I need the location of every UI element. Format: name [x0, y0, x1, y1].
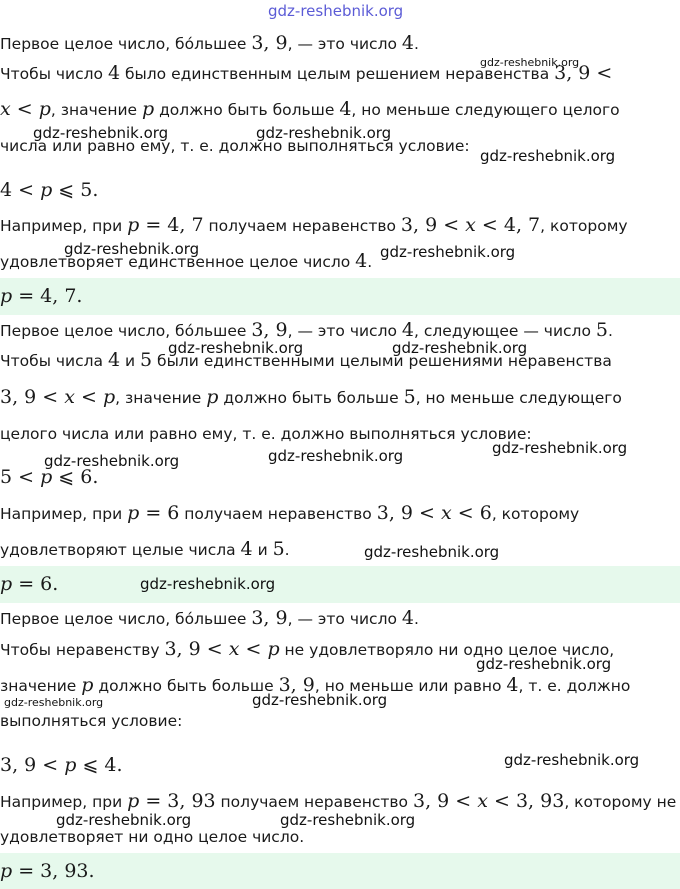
watermark: gdz-reshebnik.org — [33, 124, 169, 142]
s2-line-3: 3, 9 < x < p, значение p должно быть больше 5, но меньше следующего — [0, 386, 622, 408]
watermark: gdz-reshebnik.org — [392, 339, 528, 357]
watermark: gdz-reshebnik.org — [492, 439, 628, 457]
watermark: gdz-reshebnik.org — [256, 124, 392, 142]
s2-line-2: Чтобы числа 4 и 5 были единственными целыми решениями неравенства — [0, 349, 612, 371]
s1-condition: 4 < p ⩽ 5. — [0, 179, 99, 201]
s1-line-4: числа или равно ему, т. е. должно выполняться условие: — [0, 137, 470, 155]
s3-condition: 3, 9 < p ⩽ 4. — [0, 754, 123, 776]
watermark: gdz-reshebnik.org — [252, 691, 388, 709]
s3-answer-box — [0, 853, 680, 889]
watermark: gdz-reshebnik.org — [56, 811, 192, 829]
watermark: gdz-reshebnik.org — [476, 655, 612, 673]
s1-line-2: Чтобы число 4 было единственным целым решением неравенства 3, 9 < — [0, 62, 613, 84]
s1-line-6: удовлетворяет единственное целое число 4. — [0, 250, 373, 272]
watermark: gdz-reshebnik.org — [168, 339, 304, 357]
s1-answer-box — [0, 278, 680, 315]
s2-answer: p = 6. — [0, 573, 59, 595]
s2-line-6: удовлетворяют целые числа 4 и 5. — [0, 538, 290, 560]
watermark: gdz-reshebnik.org — [364, 543, 500, 561]
watermark: gdz-reshebnik.org — [4, 696, 104, 709]
s2-line-4: целого числа или равно ему, т. е. должно выполняться условие: — [0, 425, 532, 443]
s1-line-3: x < p, значение p должно быть больше 4, но меньше следующего целого — [0, 98, 620, 120]
s2-condition: 5 < p ⩽ 6. — [0, 466, 99, 488]
s3-line-1: Первое целое число, бо́льшее 3, 9, — это число 4. — [0, 607, 419, 629]
watermark: gdz-reshebnik.org — [504, 751, 640, 769]
watermark: gdz-reshebnik.org — [380, 243, 516, 261]
s1-line-1: Первое целое число, бо́льшее 3, 9, — это число 4. — [0, 32, 419, 54]
s3-line-6: удовлетворяет ни одно целое число. — [0, 828, 305, 846]
watermark: gdz-reshebnik.org — [280, 811, 416, 829]
s3-line-2: Чтобы неравенству 3, 9 < x < p не удовлетворяло ни одно целое число, — [0, 638, 615, 660]
watermark: gdz-reshebnik.org — [268, 447, 404, 465]
s3-line-5: Например, при p = 3, 93 получаем неравенство 3, 9 < x < 3, 93, которому не — [0, 790, 677, 812]
s3-line-4: выполняться условие: — [0, 712, 183, 730]
s1-line-5: Например, при p = 4, 7 получаем неравенство 3, 9 < x < 4, 7, которому — [0, 214, 628, 236]
site-header[interactable]: gdz-reshebnik.org — [268, 2, 404, 20]
watermark: gdz-reshebnik.org — [480, 147, 616, 165]
s3-answer: p = 3, 93. — [0, 860, 95, 882]
s1-answer: p = 4, 7. — [0, 285, 83, 307]
watermark: gdz-reshebnik.org — [480, 56, 580, 69]
watermark: gdz-reshebnik.org — [44, 452, 180, 470]
s2-answer-box — [0, 566, 680, 603]
watermark: gdz-reshebnik.org — [64, 240, 200, 258]
s2-line-5: Например, при p = 6 получаем неравенство 3, 9 < x < 6, которому — [0, 502, 580, 524]
watermark: gdz-reshebnik.org — [140, 575, 276, 593]
s2-line-1: Первое целое число, бо́льшее 3, 9, — это число 4, следующее — число 5. — [0, 319, 613, 341]
s3-line-3: значение p должно быть больше 3, 9, но меньше или равно 4, т. е. должно — [0, 674, 631, 696]
